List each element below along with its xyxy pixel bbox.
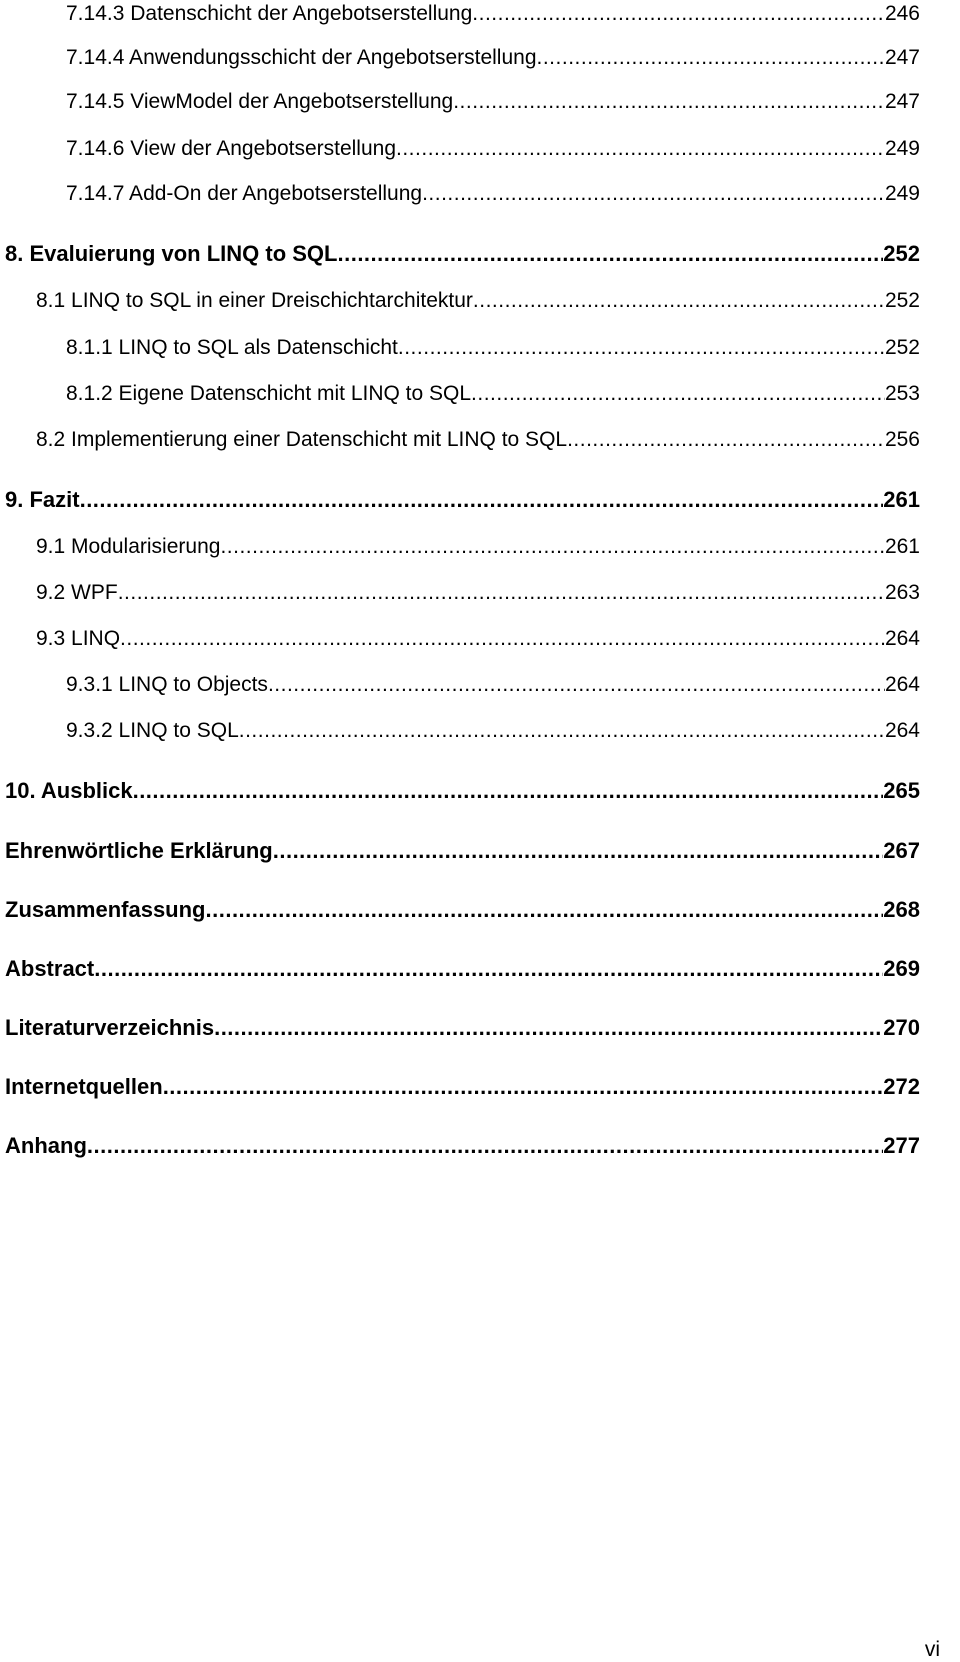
toc-entry-title: 8.1.1 LINQ to SQL als Datenschicht	[66, 336, 398, 359]
toc-entry-leader	[214, 1015, 883, 1041]
toc-entry-page: 256	[884, 428, 920, 451]
toc-entry-page: 246	[884, 2, 920, 25]
toc-entry-leader	[133, 778, 884, 804]
toc-entry-leader	[398, 336, 885, 360]
toc-entry-leader	[537, 46, 885, 70]
toc-entry-leader	[396, 137, 885, 161]
toc-entry-title: 9. Fazit	[5, 487, 80, 512]
toc-entry	[66, 382, 920, 406]
toc-entry-title: 7.14.5 ViewModel der Angebotserstellung	[66, 90, 454, 113]
toc-entry-page: 252	[883, 241, 920, 266]
toc-entry-leader	[220, 535, 885, 559]
toc-entry-page: 277	[883, 1133, 920, 1158]
toc-entry-page: 267	[883, 838, 920, 863]
toc-entry-page: 264	[884, 627, 920, 650]
toc-entry-page: 264	[884, 673, 920, 696]
toc-entry-page: 263	[884, 581, 920, 604]
toc-entry-title: Ehrenwörtliche Erklärung	[5, 838, 273, 863]
toc-entry-page: 270	[883, 1015, 920, 1040]
toc-entry-leader	[567, 428, 885, 452]
toc-entry-leader	[120, 627, 885, 651]
toc-entry-page: 272	[883, 1074, 920, 1099]
toc-entry	[36, 627, 920, 651]
toc-entry	[5, 778, 920, 804]
toc-entry-leader	[94, 956, 883, 982]
toc-entry-page: 261	[883, 487, 920, 512]
toc-entry-leader	[273, 838, 884, 864]
toc-entry-title: Internetquellen	[5, 1074, 163, 1099]
toc-entry-page: 253	[884, 382, 920, 405]
toc-entry	[5, 838, 920, 864]
toc-entry-title: 7.14.4 Anwendungsschicht der Angebotserstellung	[66, 46, 537, 69]
toc-entry-page: 269	[883, 956, 920, 981]
toc-entry-title: Literaturverzeichnis	[5, 1015, 215, 1040]
toc-entry	[66, 137, 920, 161]
toc-entry-leader	[87, 1133, 883, 1159]
toc-entry	[36, 535, 920, 559]
toc-entry-title: 9.3.2 LINQ to SQL	[66, 719, 239, 742]
toc-entry-page: 249	[884, 137, 920, 160]
toc-entry	[5, 241, 920, 267]
toc-entry-title: Abstract	[5, 956, 95, 981]
toc-entry	[5, 956, 920, 982]
toc-entry	[36, 581, 920, 605]
toc-entry-page: 249	[884, 182, 920, 205]
toc-entry-title: Anhang	[5, 1133, 87, 1158]
toc-entry-page: 252	[884, 289, 920, 312]
toc-entry-page: 252	[884, 336, 920, 359]
toc-entry-page: 265	[883, 778, 920, 803]
toc-entry	[5, 1015, 920, 1041]
toc-entry-title: 8.2 Implementierung einer Datenschicht mit LINQ to SQL	[36, 428, 568, 451]
toc-entry-leader	[239, 719, 885, 743]
toc-entry	[5, 1074, 920, 1100]
toc-entry	[66, 673, 920, 697]
toc-entry-page: 264	[884, 719, 920, 742]
toc-entry	[66, 46, 920, 70]
toc-entry	[66, 2, 920, 26]
toc-entry-leader	[337, 241, 883, 267]
toc-entry-leader	[268, 673, 885, 697]
toc-entry	[5, 1133, 920, 1159]
toc-entry	[66, 182, 920, 206]
toc-entry-page: 261	[884, 535, 920, 558]
toc-entry-leader	[472, 2, 885, 26]
page-number: vi	[924, 1638, 940, 1661]
toc-entry-leader	[471, 382, 885, 406]
toc-entry	[66, 90, 920, 114]
toc-entry-title: 8.1 LINQ to SQL in einer Dreischichtarchitektur	[36, 289, 473, 312]
toc-entry	[5, 897, 920, 923]
toc-entry-leader	[206, 897, 884, 923]
toc-entry-leader	[163, 1074, 884, 1100]
toc-entry-page: 247	[884, 90, 920, 113]
toc-entry-leader	[422, 182, 885, 206]
toc-entry-title: 10. Ausblick	[5, 778, 133, 803]
toc-entry-leader	[453, 90, 885, 114]
toc-entry	[5, 487, 920, 513]
toc-entry-title: 7.14.6 View der Angebotserstellung	[66, 137, 397, 160]
toc-entry-title: 9.3 LINQ	[36, 627, 121, 650]
toc-entry-title: 9.2 WPF	[36, 581, 118, 604]
toc-entry-page: 268	[883, 897, 920, 922]
toc-entry-leader	[473, 289, 885, 313]
toc-entry-title: 7.14.7 Add-On der Angebotserstellung	[66, 182, 423, 205]
toc-entry-title: 9.3.1 LINQ to Objects	[66, 673, 268, 696]
toc-entry-title: 9.1 Modularisierung	[36, 535, 221, 558]
toc-entry-page: 247	[884, 46, 920, 69]
toc-entry-title: 7.14.3 Datenschicht der Angebotserstellung	[66, 2, 473, 25]
toc-entry	[36, 289, 920, 313]
toc-entry-title: 8. Evaluierung von LINQ to SQL	[5, 241, 338, 266]
toc-entry	[66, 719, 920, 743]
toc-entry-title: Zusammenfassung	[5, 897, 206, 922]
toc-entry	[66, 336, 920, 360]
toc-entry	[36, 428, 920, 452]
toc-entry-leader	[80, 487, 884, 513]
toc-entry-leader	[118, 581, 885, 605]
toc-entry-title: 8.1.2 Eigene Datenschicht mit LINQ to SQL	[66, 382, 472, 405]
